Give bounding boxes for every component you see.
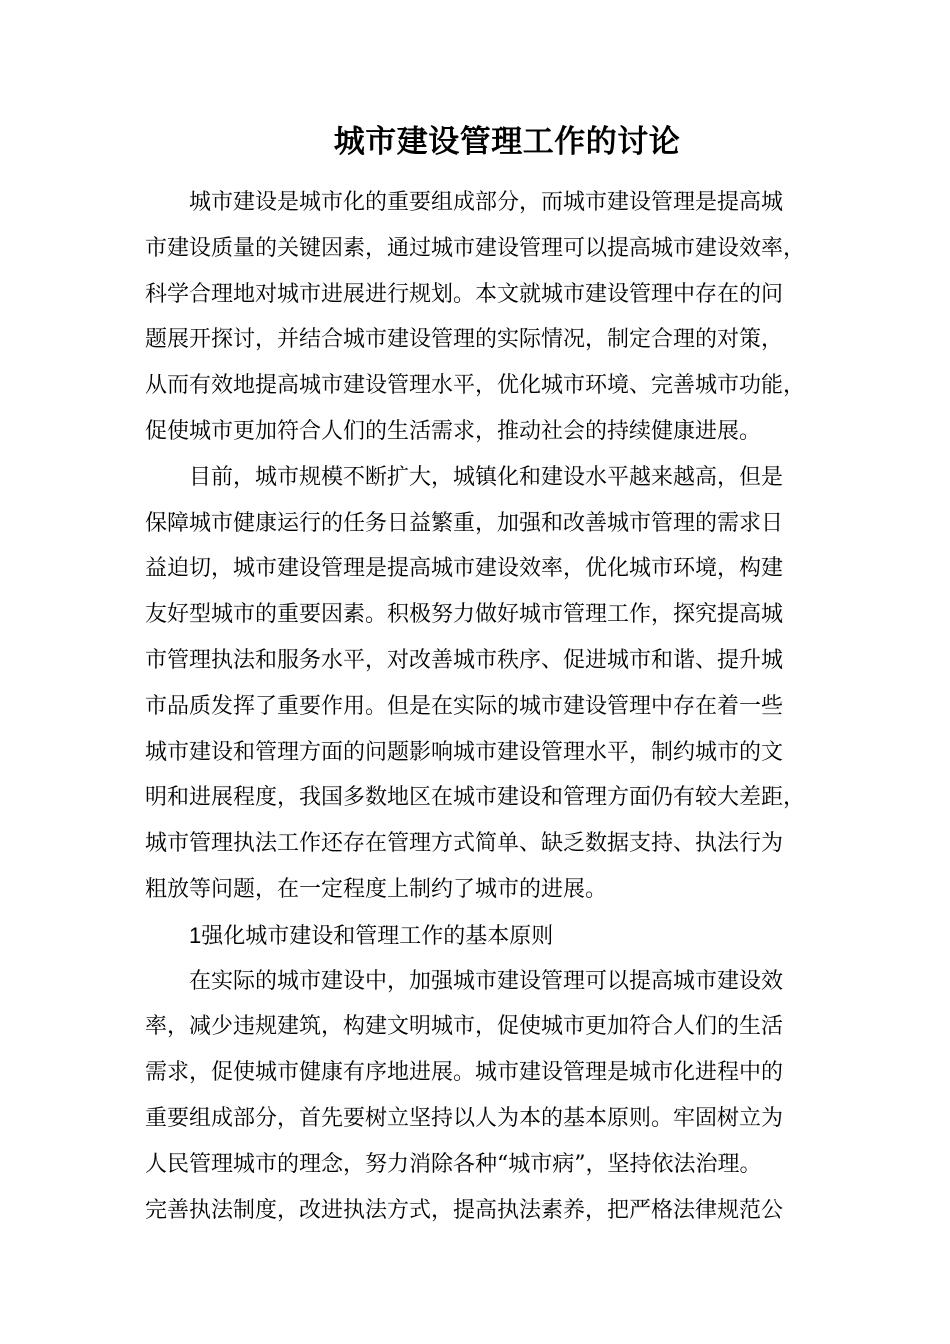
paragraph-line: 市建设质量的关键因素，通过城市建设管理可以提高城市建设效率， — [145, 235, 806, 261]
section-heading: 1强化城市建设和管理工作的基本原则 — [189, 922, 554, 948]
paragraph-line: 题展开探讨，并结合城市建设管理的实际情况，制定合理的对策， — [145, 327, 784, 353]
paragraph-line: 促使城市更加符合人们的生活需求，推动社会的持续健康进展。 — [145, 418, 762, 444]
paragraph-line: 人民管理城市的理念，努力消除各种“城市病”，坚持依法治理。 — [145, 1151, 762, 1177]
document-body — [145, 180, 835, 1233]
paragraph-line: 友好型城市的重要因素。积极努力做好城市管理工作，探究提高城 — [145, 602, 784, 628]
paragraph-line: 保障城市健康运行的任务日益繁重，加强和改善城市管理的需求日 — [145, 510, 784, 536]
paragraph-line: 粗放等问题，在一定程度上制约了城市的进展。 — [145, 876, 608, 902]
paragraph-line: 在实际的城市建设中，加强城市建设管理可以提高城市建设效 — [189, 968, 784, 994]
paragraph-line: 从而有效地提高城市建设管理水平，优化城市环境、完善城市功能， — [145, 373, 806, 399]
paragraph-line: 需求，促使城市健康有序地进展。城市建设管理是城市化进程中的 — [145, 1060, 784, 1086]
paragraph-line: 市管理执法和服务水平，对改善城市秩序、促进城市和谐、提升城 — [145, 647, 784, 673]
paragraph-line: 完善执法制度，改进执法方式，提高执法素养，把严格法律规范公 — [145, 1197, 784, 1223]
paragraph-line: 率，减少违规建筑，构建文明城市，促使城市更加符合人们的生活 — [145, 1014, 784, 1040]
paragraph-line: 城市建设是城市化的重要组成部分，而城市建设管理是提高城 — [189, 190, 784, 215]
paragraph-line: 目前，城市规模不断扩大，城镇化和建设水平越来越高，但是 — [189, 464, 784, 490]
paragraph-line: 城市建设和管理方面的问题影响城市建设管理水平，制约城市的文 — [145, 739, 784, 765]
paragraph-line: 市品质发挥了重要作用。但是在实际的城市建设管理中存在着一些 — [145, 693, 784, 719]
paragraph-line: 益迫切，城市建设管理是提高城市建设效率，优化城市环境，构建 — [145, 556, 784, 582]
paragraph-line: 明和进展程度，我国多数地区在城市建设和管理方面仍有较大差距， — [145, 785, 806, 811]
document-title: 城市建设管理工作的讨论 — [333, 124, 681, 160]
paragraph-line: 城市管理执法工作还存在管理方式简单、缺乏数据支持、执法行为 — [145, 831, 784, 857]
paragraph-line: 重要组成部分，首先要树立坚持以人为本的基本原则。牢固树立为 — [145, 1105, 784, 1131]
paragraph-line: 科学合理地对城市进展进行规划。本文就城市建设管理中存在的问 — [145, 281, 784, 307]
